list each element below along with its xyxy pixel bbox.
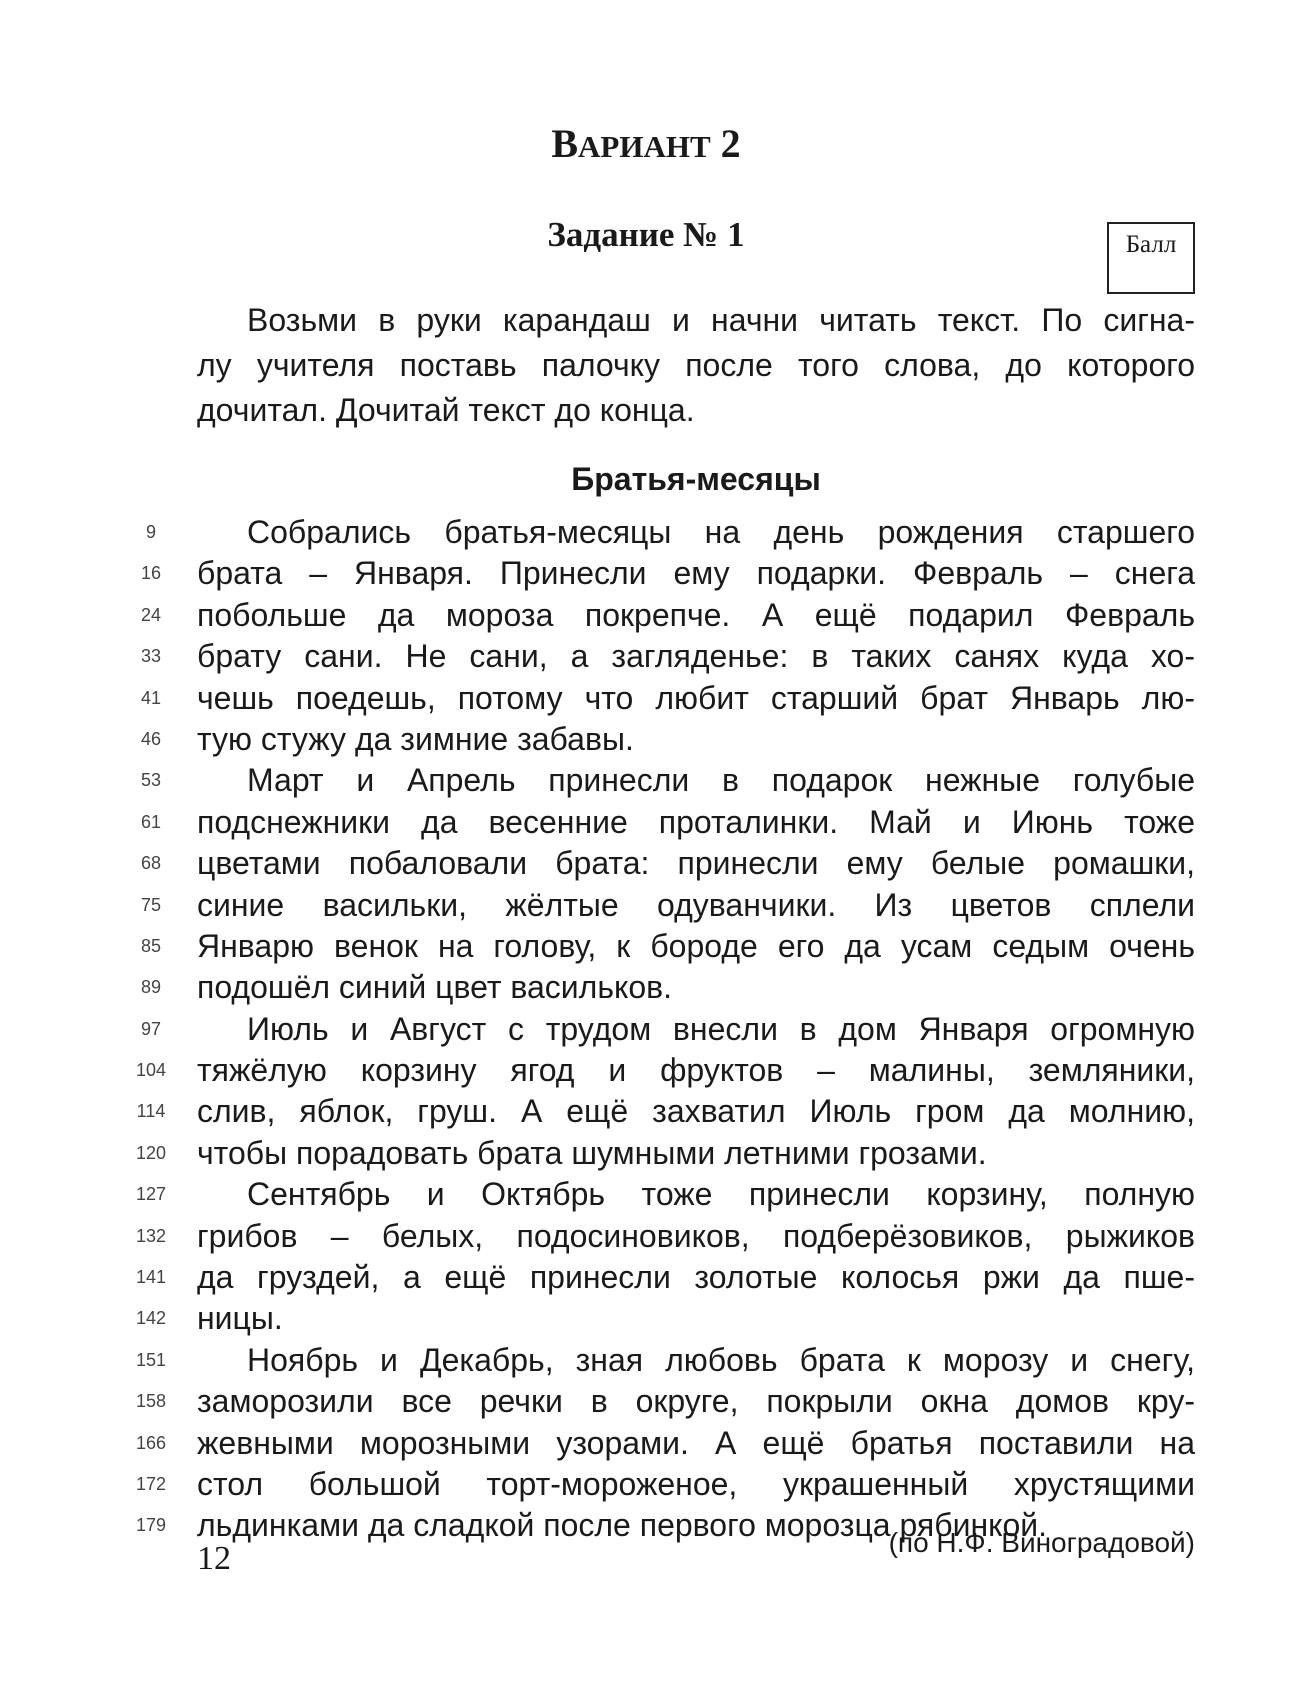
word-count: 132: [135, 1225, 167, 1246]
word-count: 75: [140, 894, 162, 915]
word-count: 166: [135, 1432, 167, 1453]
task-title: Задание № 1: [547, 215, 745, 254]
line-text: подснежники да весенние проталинки. Май и Июнь тоже: [197, 803, 1195, 840]
line-text: заморозили все речки в округе, покрыли окна домов кру-: [197, 1383, 1195, 1420]
story-line: [0, 926, 1292, 967]
story-line: [0, 553, 1292, 594]
line-text: стол большой торт-мороженое, украшенный хрустящими: [197, 1465, 1195, 1502]
story-text: [0, 512, 1292, 1547]
word-count: 33: [140, 646, 162, 667]
word-count: 61: [140, 811, 162, 832]
variant-heading: [0, 118, 1292, 173]
story-title: Братья-месяцы: [571, 461, 821, 497]
word-count: 46: [140, 728, 162, 749]
line-text: тую стужу да зимние забавы.: [197, 720, 634, 757]
story-line: [0, 1009, 1292, 1050]
story-line: [0, 1340, 1292, 1381]
story-line: [0, 678, 1292, 719]
word-count: 68: [140, 853, 162, 874]
word-count: 127: [135, 1184, 167, 1205]
word-count: 16: [140, 563, 162, 584]
variant-heading-rest: АРИАНТ: [578, 129, 711, 164]
line-text: ницы.: [197, 1300, 283, 1337]
instruction-text: [197, 298, 1195, 433]
variant-number: 2: [720, 121, 741, 166]
line-text: Март и Апрель принесли в подарок нежные голубые: [247, 762, 1195, 799]
line-text: побольше да мороза покрепче. А ещё подарил Февраль: [197, 596, 1195, 633]
story-line: [0, 1216, 1292, 1257]
line-text: тяжёлую корзину ягод и фруктов – малины, земляники,: [197, 1052, 1195, 1089]
story-line: [0, 1423, 1292, 1464]
word-count: 85: [140, 935, 162, 956]
line-text: Сентябрь и Октябрь тоже принесли корзину, полную: [247, 1176, 1195, 1213]
story-line: [0, 595, 1292, 636]
word-count: 179: [135, 1515, 167, 1536]
line-text: брату сани. Не сани, а загляденье: в таких санях куда хо-: [197, 638, 1195, 675]
story-line: [0, 1257, 1292, 1298]
word-count: 120: [135, 1142, 167, 1163]
word-count: 24: [140, 604, 162, 625]
word-count: 142: [135, 1308, 167, 1329]
line-text: Июль и Август с трудом внесли в дом Января огромную: [247, 1010, 1195, 1047]
word-count: 172: [135, 1473, 167, 1494]
word-count: 151: [135, 1349, 167, 1370]
story-line: [0, 760, 1292, 801]
line-text: брата – Января. Принесли ему подарки. Февраль – снега: [197, 555, 1195, 592]
story-source: (по Н.Ф. Виноградовой): [888, 1527, 1195, 1558]
page-number: 12: [197, 1540, 231, 1577]
story-line: [0, 802, 1292, 843]
story-line: [0, 719, 1292, 760]
story-line: [0, 636, 1292, 677]
line-text: Ноябрь и Декабрь, зная любовь брата к морозу и снегу,: [247, 1341, 1195, 1378]
line-text: синие васильки, жёлтые одуванчики. Из цветов сплели: [197, 886, 1195, 923]
word-count: 89: [140, 977, 162, 998]
story-line: [0, 1381, 1292, 1422]
story-line: [0, 1133, 1292, 1174]
line-text: Собрались братья-месяцы на день рождения старшего: [247, 514, 1195, 550]
word-count: 114: [136, 1101, 166, 1122]
line-text: грибов – белых, подосиновиков, подберёзовиков, рыжиков: [197, 1217, 1195, 1254]
story-line: [0, 1174, 1292, 1215]
word-count: 141: [135, 1267, 167, 1288]
score-box[interactable]: [1107, 222, 1195, 294]
word-count: 104: [135, 1060, 167, 1081]
story-line: [0, 1298, 1292, 1339]
instruction-line: дочитал. Дочитай текст до конца.: [197, 392, 695, 428]
story-line: [0, 1050, 1292, 1091]
story-line: [0, 885, 1292, 926]
story-line: [0, 512, 1292, 553]
instruction-line: лу учителя поставь палочку после того слова, до которого: [197, 347, 1195, 383]
variant-heading-initial: В: [551, 121, 579, 166]
story-line: [0, 1091, 1292, 1132]
line-text: Январю венок на голову, к бороде его да усам седым очень: [197, 927, 1195, 964]
word-count: 41: [140, 687, 162, 708]
story-line: [0, 967, 1292, 1008]
instruction-line: Возьми в руки карандаш и начни читать текст. По сигна-: [247, 302, 1195, 338]
line-text: цветами побаловали брата: принесли ему белые ромашки,: [197, 845, 1195, 882]
line-text: слив, яблок, груш. А ещё захватил Июль гром да молнию,: [197, 1093, 1195, 1130]
story-line: [0, 843, 1292, 884]
word-count: 97: [140, 1018, 162, 1039]
word-count: 158: [135, 1391, 167, 1412]
story-line: [0, 1464, 1292, 1505]
line-text: чешь поедешь, потому что любит старший брат Январь лю-: [197, 679, 1195, 716]
line-text: льдинками да сладкой после первого морозца рябинкой.: [197, 1507, 1048, 1544]
line-text: жевными морозными узорами. А ещё братья поставили на: [197, 1424, 1195, 1461]
score-label: Балл: [1125, 231, 1177, 258]
line-text: подошёл синий цвет васильков.: [197, 969, 673, 1006]
word-count: 9: [145, 522, 156, 542]
word-count: 53: [140, 770, 162, 791]
line-text: да груздей, а ещё принесли золотые колосья ржи да пше-: [197, 1259, 1195, 1296]
line-text: чтобы порадовать брата шумными летними грозами.: [197, 1134, 987, 1171]
